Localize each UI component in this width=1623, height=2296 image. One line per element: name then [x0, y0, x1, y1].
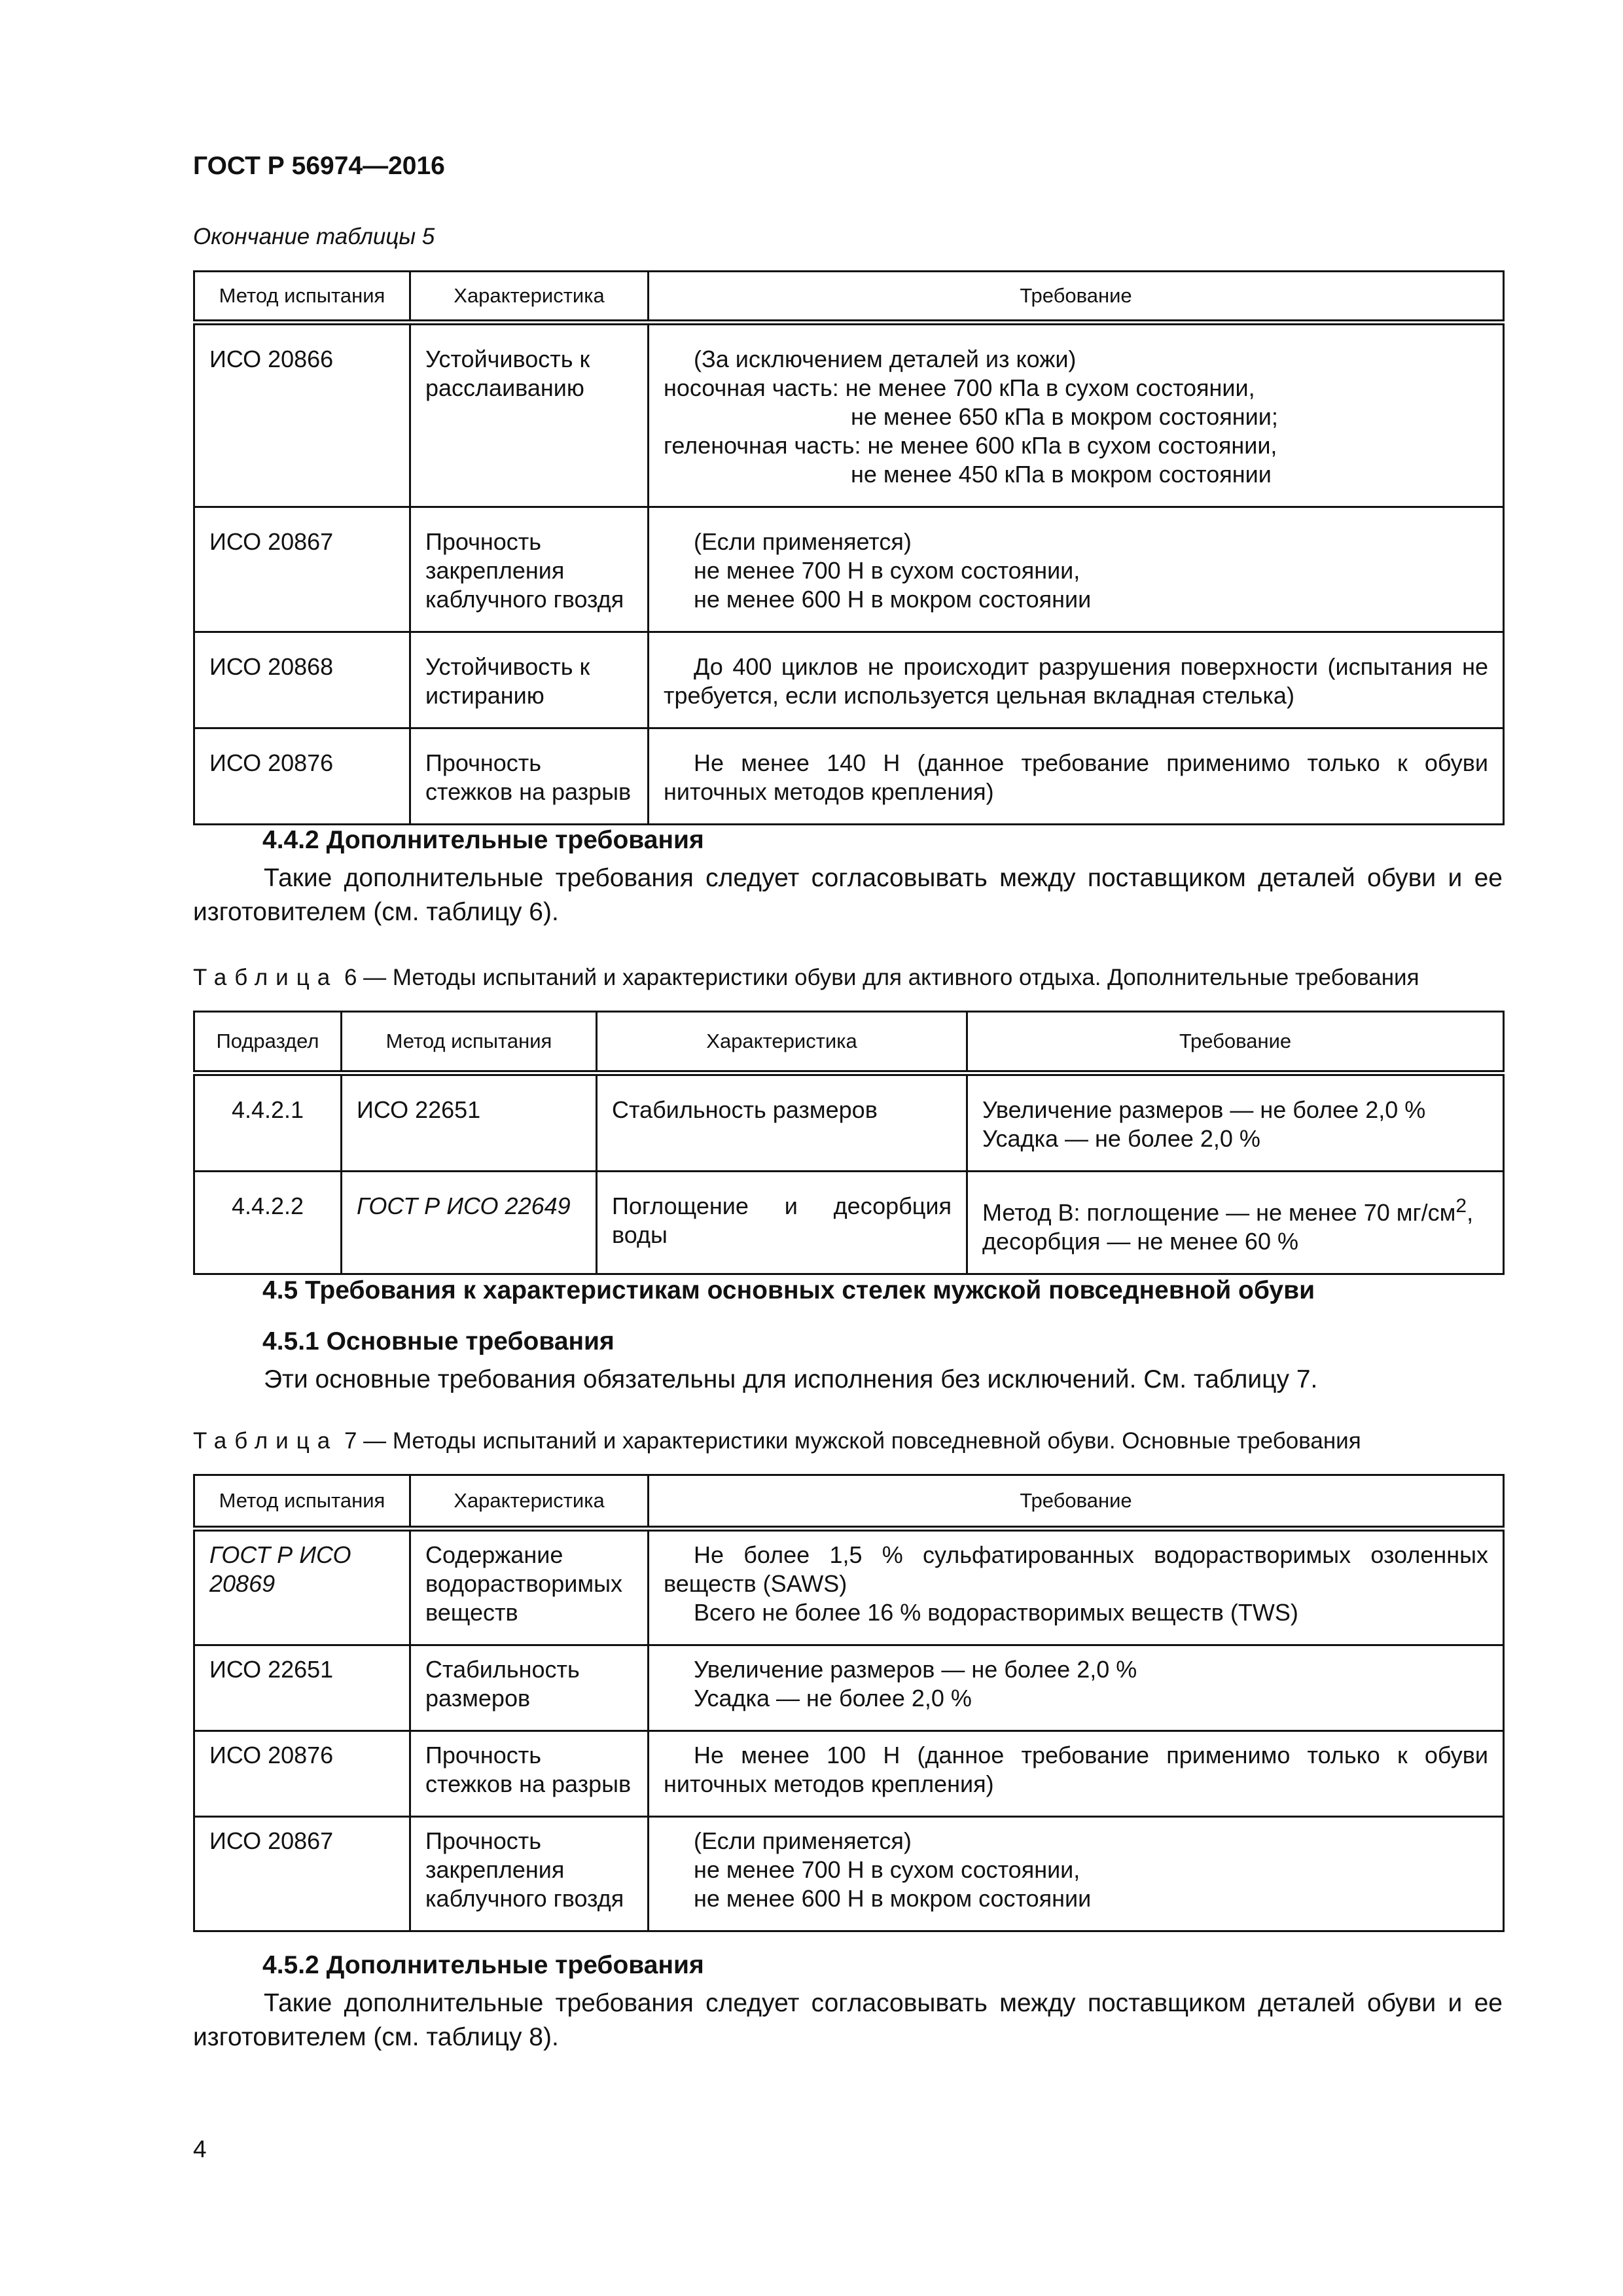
- method-cell: ГОСТ Р ИСО 20869: [194, 1529, 410, 1645]
- requirement-line: не менее 450 кПа в мокром состоянии: [851, 461, 1272, 488]
- column-header-requirement: Требование: [649, 272, 1504, 323]
- characteristic-cell: Прочность стежков на разрыв: [410, 1731, 649, 1817]
- table-row: [194, 1645, 1504, 1731]
- table-caption-label: Таблица: [193, 965, 338, 990]
- punctuation: ,: [1467, 1199, 1474, 1226]
- column-header-characteristic: Характеристика: [597, 1012, 967, 1073]
- subsection-cell: 4.4.2.1: [194, 1073, 342, 1172]
- column-header-method: Метод испытания: [194, 272, 410, 323]
- table-row: [194, 728, 1504, 825]
- requirement-cell: [649, 1529, 1504, 1645]
- requirement-cell: Не менее 100 Н (данное требование применимо только к обуви ниточных методов крепления): [649, 1731, 1504, 1817]
- characteristic-cell: Прочность стежков на разрыв: [410, 728, 649, 825]
- column-header-characteristic: Характеристика: [410, 272, 649, 323]
- requirement-line: Увеличение размеров — не более 2,0 %: [694, 1656, 1137, 1683]
- method-cell: ИСО 20876: [194, 728, 410, 825]
- table-row: [194, 1817, 1504, 1931]
- table-row: [194, 507, 1504, 632]
- section-text-4-5-1: Эти основные требования обязательны для исполнения без исключений. См. таблицу 7.: [264, 1365, 1318, 1393]
- table-7: [193, 1474, 1505, 1932]
- table-caption-text: 7 — Методы испытаний и характеристики мужской повседневной обуви. Основные требования: [344, 1428, 1361, 1454]
- table-row: [194, 323, 1504, 507]
- requirement-cell: [649, 507, 1504, 632]
- requirement-line: Всего не более 16 % водорастворимых веществ (TWS): [694, 1599, 1298, 1626]
- requirement-cell: Не менее 140 Н (данное требование применимо только к обуви ниточных методов крепления): [649, 728, 1504, 825]
- table-caption-text: 6 — Методы испытаний и характеристики обуви для активного отдыха. Дополнительные требования: [344, 965, 1419, 990]
- characteristic-cell: Стабильность размеров: [597, 1073, 967, 1172]
- section-heading-4-4-2: 4.4.2 Дополнительные требования: [262, 826, 704, 854]
- requirement-line: не менее 700 Н в сухом состоянии,: [694, 557, 1080, 584]
- table-row: [194, 1731, 1504, 1817]
- requirement-line: геленочная часть: не менее 600 кПа в сухом состоянии,: [664, 432, 1277, 459]
- requirement-cell: [649, 1645, 1504, 1731]
- section-heading-4-5-2: 4.5.2 Дополнительные требования: [262, 1951, 704, 1979]
- requirement-line: Усадка — не более 2,0 %: [982, 1125, 1260, 1152]
- table-continuation-label: Окончание таблицы 5: [193, 224, 435, 249]
- method-cell: ГОСТ Р ИСО 22649: [342, 1172, 597, 1274]
- table-caption-label: Таблица: [193, 1428, 338, 1454]
- method-cell: ИСО 22651: [194, 1645, 410, 1731]
- table-header-row: [194, 1475, 1504, 1529]
- characteristic-cell: Прочность закрепления каблучного гвоздя: [410, 1817, 649, 1931]
- section-text-4-4-2: Такие дополнительные требования следует согласовывать между поставщиком деталей обуви и ее изготовителем (см. таблицу 6).: [193, 864, 1503, 926]
- superscript: 2: [1455, 1195, 1467, 1217]
- table-6: [193, 1011, 1505, 1275]
- requirement-line: Увеличение размеров — не более 2,0 %: [982, 1096, 1426, 1123]
- page-number: 4: [193, 2136, 207, 2162]
- column-header-method: Метод испытания: [342, 1012, 597, 1073]
- column-header-requirement: Требование: [967, 1012, 1504, 1073]
- characteristic-cell: Устойчивость к расслаиванию: [410, 323, 649, 507]
- requirement-line: [982, 1192, 1488, 1227]
- requirement-cell: До 400 циклов не происходит разрушения поверхности (испытания не требуется, если используется цельная вкладная стелька): [649, 632, 1504, 728]
- method-cell: ИСО 20867: [194, 507, 410, 632]
- requirement-line: (Если применяется): [694, 1827, 912, 1854]
- requirement-cell: [967, 1172, 1504, 1274]
- characteristic-cell: Прочность закрепления каблучного гвоздя: [410, 507, 649, 632]
- table-7-caption: [193, 1428, 1361, 1454]
- requirement-line: десорбция — не менее 60 %: [982, 1228, 1298, 1255]
- subsection-cell: 4.4.2.2: [194, 1172, 342, 1274]
- requirement-line: Усадка — не более 2,0 %: [694, 1685, 972, 1712]
- column-header-method: Метод испытания: [194, 1475, 410, 1529]
- table-header-row: [194, 1012, 1504, 1073]
- method-cell: ИСО 20867: [194, 1817, 410, 1931]
- column-header-characteristic: Характеристика: [410, 1475, 649, 1529]
- characteristic-cell: Поглощение и десорбция воды: [597, 1172, 967, 1274]
- method-cell: ИСО 22651: [342, 1073, 597, 1172]
- table-header-row: [194, 272, 1504, 323]
- method-cell: ИСО 20876: [194, 1731, 410, 1817]
- requirement-line: не менее 650 кПа в мокром состоянии;: [851, 403, 1278, 430]
- requirement-line: не менее 700 Н в сухом состоянии,: [694, 1856, 1080, 1883]
- column-header-requirement: Требование: [649, 1475, 1504, 1529]
- requirement-line: (Если применяется): [694, 528, 912, 555]
- document-header: ГОСТ Р 56974—2016: [193, 152, 445, 180]
- requirement-cell: [649, 323, 1504, 507]
- table-row: [194, 1172, 1504, 1274]
- method-cell: ИСО 20866: [194, 323, 410, 507]
- requirement-line: (За исключением деталей из кожи): [694, 346, 1077, 372]
- section-heading-4-5: 4.5 Требования к характеристикам основных стелек мужской повседневной обуви: [262, 1276, 1315, 1304]
- section-text-4-5-2: Такие дополнительные требования следует согласовывать между поставщиком деталей обуви и ее изготовителем (см. таблицу 8).: [193, 1989, 1503, 2051]
- characteristic-cell: Устойчивость к истиранию: [410, 632, 649, 728]
- characteristic-cell: Содержание водорастворимых веществ: [410, 1529, 649, 1645]
- method-cell: ИСО 20868: [194, 632, 410, 728]
- requirement-cell: [967, 1073, 1504, 1172]
- requirement-cell: [649, 1817, 1504, 1931]
- table-6-caption: [193, 965, 1419, 991]
- requirement-text: Метод В: поглощение — не менее 70 мг/см: [982, 1199, 1456, 1226]
- requirement-line: не менее 600 Н в мокром состоянии: [694, 1885, 1092, 1912]
- section-heading-4-5-1: 4.5.1 Основные требования: [262, 1327, 615, 1355]
- table-5: [193, 270, 1505, 825]
- table-row: [194, 632, 1504, 728]
- requirement-line: не менее 600 Н в мокром состоянии: [694, 586, 1092, 613]
- requirement-line: носочная часть: не менее 700 кПа в сухом состоянии,: [664, 374, 1255, 401]
- characteristic-cell: Стабильность размеров: [410, 1645, 649, 1731]
- table-row: [194, 1073, 1504, 1172]
- column-header-subsection: Подраздел: [194, 1012, 342, 1073]
- requirement-line: Не более 1,5 % сульфатированных водорастворимых озоленных веществ (SAWS): [664, 1541, 1488, 1597]
- table-row: [194, 1529, 1504, 1645]
